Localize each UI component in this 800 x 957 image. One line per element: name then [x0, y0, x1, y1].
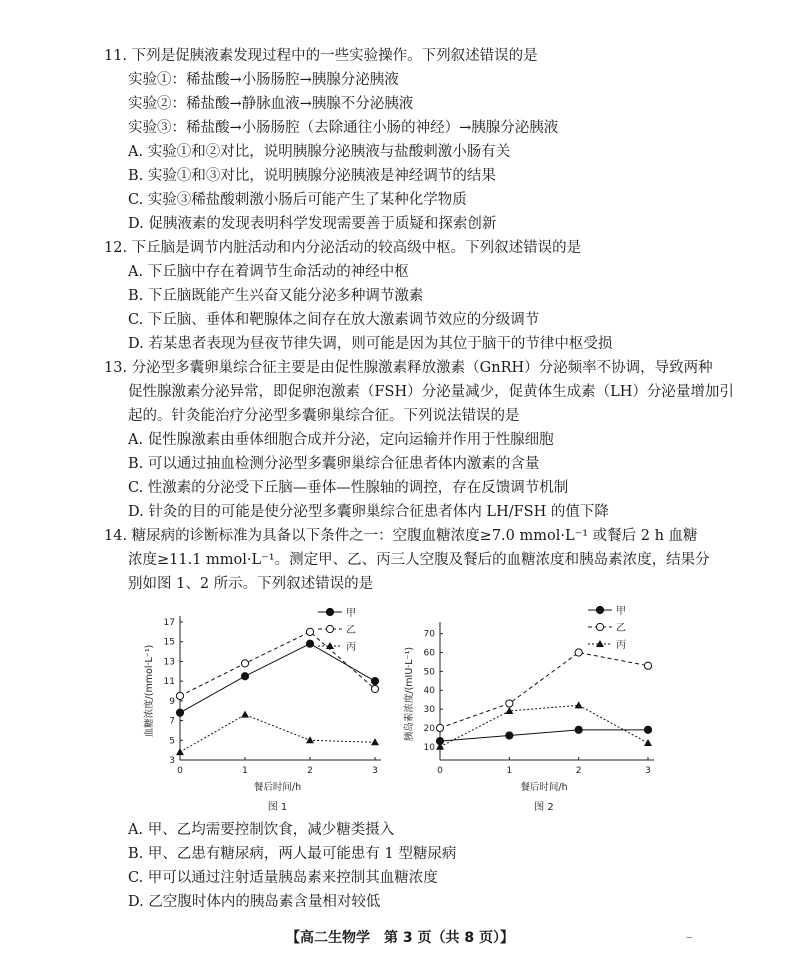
- q12-option-a: A. 下丘脑中存在着调节生命活动的神经中枢: [128, 264, 409, 280]
- x-tick-label: 3: [372, 766, 378, 776]
- y-tick-label: 5: [169, 736, 175, 747]
- data-point-丙: [371, 738, 379, 745]
- series-line-甲: [440, 730, 648, 741]
- data-point-丙: [644, 739, 652, 746]
- x-axis-label: 餐后时间/h: [253, 782, 302, 793]
- q14-option-c: C. 甲可以通过注射适量胰岛素来控制其血糖浓度: [128, 870, 438, 886]
- q12-option-b: B. 下丘脑既能产生兴奋又能分泌多种调节激素: [128, 288, 424, 304]
- q14-option-a: A. 甲、乙均需要控制饮食，减少糖类摄入: [128, 822, 395, 838]
- q11-option-a: A. 实验①和②对比，说明胰腺分泌胰液与盐酸刺激小肠有关: [128, 144, 511, 160]
- data-point-丙: [575, 701, 583, 708]
- data-point-乙: [176, 692, 183, 699]
- q13-option-a: A. 促性腺激素由垂体细胞合成并分泌，定向运输并作用于性腺细胞: [128, 432, 554, 448]
- q11-option-c: C. 实验③稀盐酸刺激小肠后可能产生了某种化学物质: [128, 192, 467, 208]
- series-line-丙: [440, 705, 648, 746]
- y-axis-label: 血糖浓度/(mmol·L⁻¹): [144, 644, 155, 738]
- q14-option-b: B. 甲、乙患有糖尿病，两人最可能患有 1 型糖尿病: [128, 846, 457, 862]
- data-point-丙: [176, 748, 184, 755]
- x-tick-label: 2: [575, 766, 582, 776]
- y-tick-label: 7: [169, 716, 175, 727]
- y-tick-label: 13: [163, 657, 175, 668]
- data-point-丙: [241, 711, 249, 718]
- q14-stem-line1: 14. 糖尿病的诊断标准为具备以下条件之一：空腹血糖浓度≥7.0 mmol·L⁻¹ 或餐后 2 h 血糖: [104, 528, 698, 544]
- data-point-甲: [176, 709, 183, 716]
- y-tick-label: 10: [423, 742, 435, 753]
- data-point-乙: [371, 685, 378, 692]
- q11-exp1: 实验①：稀盐酸→小肠肠腔→胰腺分泌胰液: [128, 72, 399, 88]
- y-tick-label: 30: [423, 705, 435, 716]
- y-tick-label: 3: [169, 756, 175, 766]
- data-point-乙: [644, 662, 651, 669]
- x-tick-label: 2: [307, 766, 313, 776]
- data-point-甲: [506, 732, 513, 739]
- y-tick-label: 9: [169, 696, 175, 707]
- q13-option-d: D. 针灸的目的可能是使分泌型多囊卵巢综合征患者体内 LH/FSH 的值下降: [128, 504, 609, 520]
- y-tick-label: 15: [163, 637, 175, 648]
- y-tick-label: 50: [423, 667, 435, 678]
- data-point-甲: [306, 640, 313, 647]
- x-axis-label: 餐后时间/h: [520, 782, 568, 793]
- legend-label: 甲: [616, 606, 626, 617]
- y-tick-label: 11: [163, 677, 175, 688]
- q14-stem-line2: 浓度≥11.1 mmol·L⁻¹。测定甲、乙、丙三人空腹及餐后的血糖浓度和胰岛素浓度，结果分: [128, 552, 710, 568]
- series-line-甲: [180, 644, 375, 713]
- series-line-丙: [180, 715, 375, 752]
- q13-stem-line1: 13. 分泌型多囊卵巢综合征主要是由促性腺激素释放激素（GnRH）分泌频率不协调，导致两种: [104, 360, 713, 376]
- legend-label: 乙: [346, 625, 356, 636]
- data-point-甲: [644, 726, 651, 733]
- legend-label: 乙: [616, 623, 626, 634]
- x-tick-label: 0: [437, 766, 443, 776]
- data-point-乙: [436, 724, 443, 731]
- y-axis-label: 胰岛素浓度/(mIU·L⁻¹): [404, 646, 415, 742]
- legend-marker: [596, 606, 603, 613]
- legend-label: 甲: [346, 608, 356, 619]
- q14-option-d: D. 乙空腹时体内的胰岛素含量相对较低: [128, 894, 381, 910]
- q13-stem-line3: 起的。针灸能治疗分泌型多囊卵巢综合征。下列说法错误的是: [128, 408, 520, 424]
- y-tick-label: 17: [163, 618, 175, 628]
- y-tick-label: 60: [423, 648, 435, 659]
- q13-stem-line2: 促性腺激素分泌异常，即促卵泡激素（FSH）分泌量减少，促黄体生成素（LH）分泌量增加引: [128, 384, 734, 400]
- y-tick-label: 70: [423, 629, 435, 640]
- q12-stem: 12. 下丘脑是调节内脏活动和内分泌活动的较高级中枢。下列叙述错误的是: [104, 240, 582, 256]
- legend-marker: [596, 623, 603, 630]
- legend-marker: [326, 608, 333, 615]
- legend-marker: [326, 625, 333, 632]
- q11-stem: 11. 下列是促胰液素发现过程中的一些实验操作。下列叙述错误的是: [104, 48, 538, 64]
- y-tick-label: 40: [423, 686, 435, 697]
- x-tick-label: 3: [645, 766, 651, 776]
- chart-figure-1: [140, 600, 400, 815]
- q12-option-c: C. 下丘脑、垂体和靶腺体之间存在放大激素调节效应的分级调节: [128, 312, 540, 328]
- q11-option-b: B. 实验①和③对比，说明胰腺分泌胰液是神经调节的结果: [128, 168, 496, 184]
- data-point-乙: [241, 660, 248, 667]
- y-tick-label: 20: [423, 723, 435, 734]
- data-point-乙: [306, 628, 313, 635]
- data-point-甲: [241, 673, 248, 680]
- figure-caption: 图 2: [534, 802, 554, 813]
- q13-option-b: B. 可以通过抽血检测分泌型多囊卵巢综合征患者体内激素的含量: [128, 456, 540, 472]
- data-point-乙: [506, 700, 513, 707]
- series-line-乙: [440, 653, 648, 728]
- figure-caption: 图 1: [267, 802, 288, 813]
- x-tick-label: 1: [242, 766, 248, 776]
- q14-stem-line3: 别如图 1、2 所示。下列叙述错误的是: [128, 576, 374, 592]
- data-point-甲: [575, 726, 582, 733]
- data-point-乙: [575, 649, 582, 656]
- x-tick-label: 0: [177, 766, 183, 776]
- q11-exp2: 实验②：稀盐酸→静脉血液→胰腺不分泌胰液: [128, 96, 414, 112]
- corner-mark: ‒: [686, 932, 693, 943]
- q11-option-d: D. 促胰液素的发现表明科学发现需要善于质疑和探索创新: [128, 216, 497, 232]
- data-point-丙: [306, 736, 314, 743]
- page-footer: 【高二生物学 第 3 页（共 8 页）】: [286, 930, 514, 946]
- q11-exp3: 实验③：稀盐酸→小肠肠腔（去除通往小肠的神经）→胰腺分泌胰液: [128, 120, 559, 136]
- legend-label: 丙: [616, 640, 626, 651]
- q12-option-d: D. 若某患者表现为昼夜节律失调，则可能是因为其位于脑干的节律中枢受损: [128, 336, 613, 352]
- chart-figure-2: [400, 600, 670, 815]
- q13-option-c: C. 性激素的分泌受下丘脑—垂体—性腺轴的调控，存在反馈调节机制: [128, 480, 569, 496]
- x-tick-label: 1: [506, 766, 513, 776]
- legend-label: 丙: [346, 642, 356, 653]
- data-point-甲: [371, 678, 378, 685]
